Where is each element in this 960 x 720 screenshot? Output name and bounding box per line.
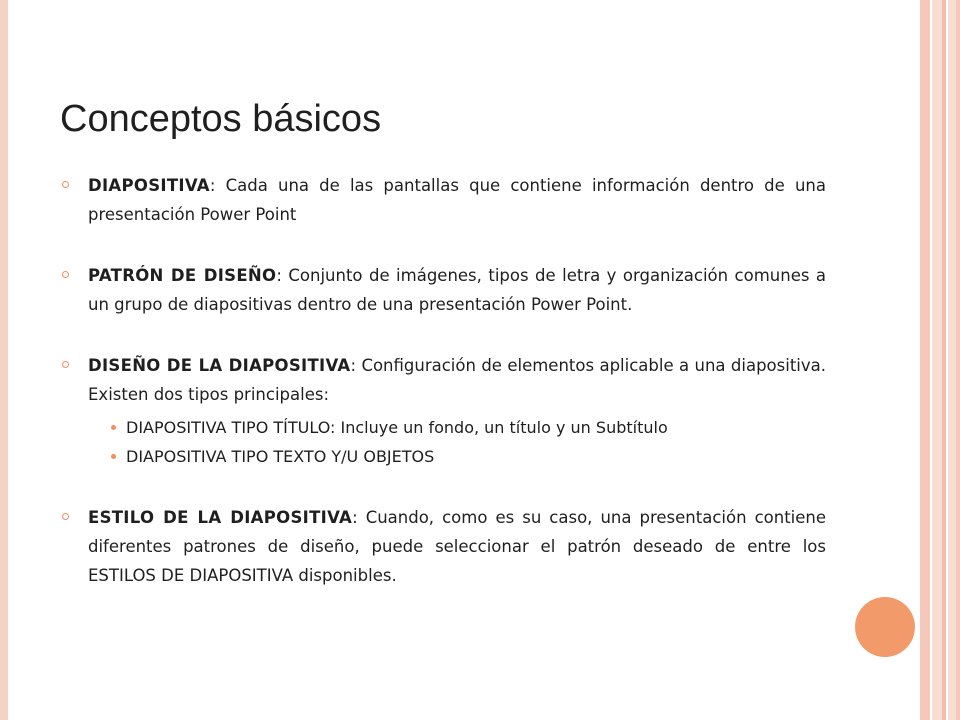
sub-item-tipo-texto <box>88 442 826 471</box>
sub-item-tipo-titulo <box>88 413 826 442</box>
dot-bullet-icon <box>111 454 116 459</box>
ring-bullet-icon <box>62 181 69 188</box>
accent-circle <box>855 597 915 657</box>
slide-content <box>60 171 826 590</box>
item-text: : Conjunto de imágenes, tipos de letra y organización comunes a un grupo de diapositivas dentro de una presentación Power Point. <box>88 266 827 314</box>
list-item-diseno-de-la-diapositiva <box>60 351 826 471</box>
list-item-patron-de-diseno <box>60 261 826 319</box>
item-term: PATRÓN DE DISEÑO <box>88 266 277 285</box>
ring-bullet-icon <box>62 513 69 520</box>
sub-item-text: DIAPOSITIVA TIPO TEXTO Y/U OBJETOS <box>126 447 435 466</box>
slide-title: Conceptos básicos <box>60 98 382 140</box>
sub-list <box>88 413 826 471</box>
item-term: DIAPOSITIVA <box>88 176 210 195</box>
dot-bullet-icon <box>111 425 116 430</box>
list-item-estilo-de-la-diapositiva <box>60 503 826 590</box>
item-text: : Configuración de elementos aplicable a una diapositiva. Existen dos tipos principales: <box>88 356 826 404</box>
slide-frame-right <box>918 0 960 720</box>
ring-bullet-icon <box>62 271 69 278</box>
item-term: DISEÑO DE LA DIAPOSITIVA <box>88 356 351 375</box>
ring-bullet-icon <box>62 361 69 368</box>
item-term: ESTILO DE LA DIAPOSITIVA <box>88 508 353 527</box>
list-item-diapositiva <box>60 171 826 229</box>
sub-item-text: DIAPOSITIVA TIPO TÍTULO: Incluye un fondo, un título y un Subtítulo <box>126 418 668 437</box>
item-text: : Cuando, como es su caso, una presentación contiene diferentes patrones de diseño, puede seleccionar el patrón deseado de entre los ESTILOS DE DIAPOSITIVA disponibles. <box>88 508 827 585</box>
slide-frame-left <box>0 0 8 720</box>
item-text: : Cada una de las pantallas que contiene información dentro de una presentación Power Point <box>88 176 826 224</box>
